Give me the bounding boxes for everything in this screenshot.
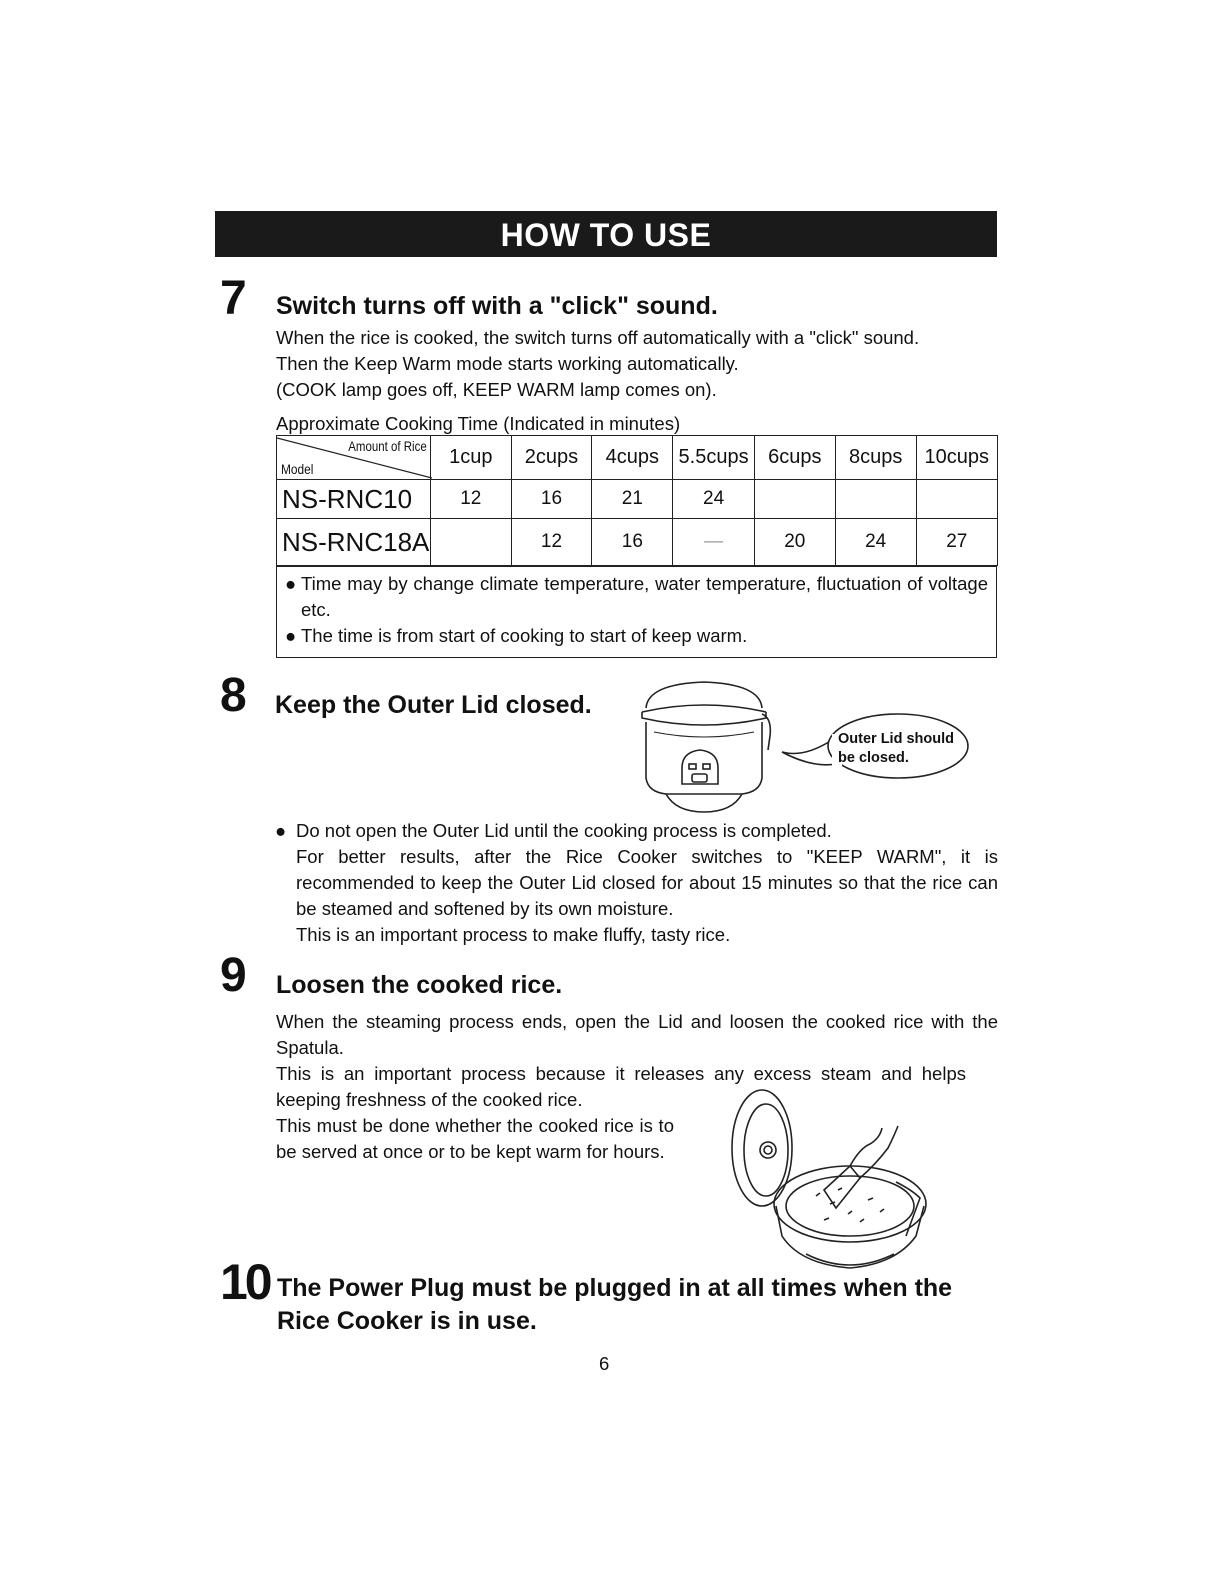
step-9-paragraph-3: This must be done whether the cooked rice is to be served at once or to be kept warm for hours.	[276, 1115, 674, 1162]
table-cell: 21	[592, 480, 673, 519]
note-bullet-icon: ●	[285, 625, 297, 646]
table-row	[277, 480, 998, 519]
step-7-line-1: When the rice is cooked, the switch turns off automatically with a "click" sound.	[276, 327, 920, 348]
table-cell: 27	[916, 519, 997, 566]
table-header-row	[277, 436, 998, 480]
table-row	[277, 519, 998, 566]
column-header: 2cups	[511, 436, 592, 480]
section-banner: HOW TO USE	[215, 211, 997, 257]
rice-cooker-closed-illustration	[636, 676, 976, 818]
table-caption: Approximate Cooking Time (Indicated in minutes)	[276, 413, 681, 434]
note-bullet-icon: ●	[285, 573, 297, 594]
table-notes-box	[276, 566, 997, 658]
step-10-title-line-2: Rice Cooker is in use.	[277, 1307, 537, 1335]
step-7-line-2: Then the Keep Warm mode starts working automatically.	[276, 353, 739, 374]
step-7-line-3: (COOK lamp goes off, KEEP WARM lamp comes on).	[276, 379, 717, 400]
table-cell: 16	[592, 519, 673, 566]
corner-amount-label: Amount of Rice	[348, 438, 428, 454]
table-corner-cell	[277, 436, 431, 480]
column-header: 10cups	[916, 436, 997, 480]
step-8-paragraph-2: This is an important process to make fluffy, tasty rice.	[296, 924, 731, 945]
step-8-bullet-text: Do not open the Outer Lid until the cooking process is completed.	[296, 820, 832, 841]
model-cell: NS-RNC18A	[277, 519, 431, 566]
step-9-paragraph-1: When the steaming process ends, open the Lid and loosen the cooked rice with the Spatula.	[276, 1011, 998, 1058]
rice-cooker-open-illustration	[720, 1086, 930, 1276]
step-9-paragraph-2: This is an important process because it releases any excess steam and helps keeping freshness of the cooked rice.	[276, 1063, 966, 1110]
step-8-paragraph: For better results, after the Rice Cooker switches to "KEEP WARM", it is recommended to keep the Outer Lid closed for about 15 minutes so that the rice can be steamed and softened by its own moisture.	[296, 846, 998, 919]
page-number: 6	[599, 1353, 610, 1374]
step-7-number: 7	[220, 272, 247, 325]
table-note	[285, 571, 988, 623]
corner-model-label: Model	[281, 461, 314, 477]
step-9-title: Loosen the cooked rice.	[276, 971, 563, 999]
note-text: The time is from start of cooking to start of keep warm.	[301, 625, 748, 646]
table-note	[285, 623, 988, 649]
model-cell: NS-RNC10	[277, 480, 431, 519]
table-cell	[835, 480, 916, 519]
table-cell: 24	[835, 519, 916, 566]
table-cell: 20	[754, 519, 835, 566]
cooking-time-table	[276, 435, 998, 566]
table-cell	[431, 519, 511, 566]
step-10-number: 10	[220, 1254, 270, 1310]
column-header: 6cups	[754, 436, 835, 480]
table-cell: 24	[673, 480, 755, 519]
callout-text-line-1: Outer Lid should	[838, 731, 954, 747]
column-header: 4cups	[592, 436, 673, 480]
step-8-bullet-icon: ●	[275, 820, 287, 841]
table-cell: —	[673, 519, 755, 566]
table-cell	[754, 480, 835, 519]
table-cell	[916, 480, 997, 519]
step-9-number: 9	[220, 949, 247, 1002]
step-8-title: Keep the Outer Lid closed.	[275, 691, 592, 719]
note-text: Time may by change climate temperature, water temperature, fluctuation of voltage etc.	[301, 573, 988, 620]
column-header: 1cup	[431, 436, 511, 480]
step-10-title-line-1: The Power Plug must be plugged in at all times when the	[277, 1274, 953, 1302]
callout-text-line-2: be closed.	[838, 750, 909, 766]
table-cell: 12	[511, 519, 592, 566]
step-8-number: 8	[220, 669, 247, 722]
table-cell: 12	[431, 480, 511, 519]
column-header: 8cups	[835, 436, 916, 480]
table-cell: 16	[511, 480, 592, 519]
step-7-title: Switch turns off with a "click" sound.	[276, 292, 718, 320]
column-header: 5.5cups	[673, 436, 755, 480]
